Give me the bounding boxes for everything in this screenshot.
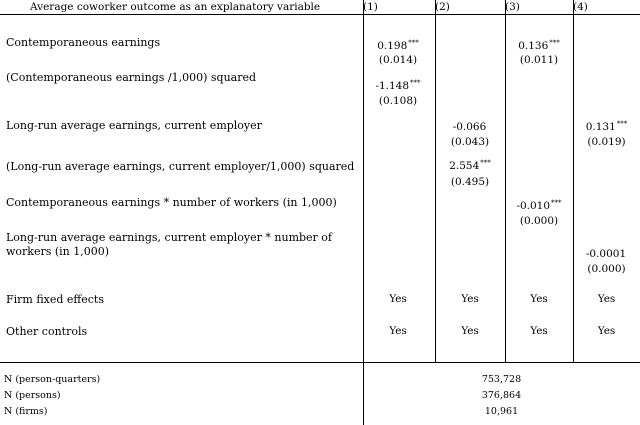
std-error: (0.043) [450,136,490,148]
std-error: (0.011) [519,54,559,66]
std-error: (0.000) [519,215,559,227]
std-error: (0.495) [450,176,490,188]
yes-cell: Yes [389,293,407,305]
n-persons-label: N (persons) [4,390,61,401]
std-error: (0.108) [378,95,418,107]
column-header-2: (2) [435,1,450,13]
n-firms-value: 10,961 [484,406,519,417]
coef-value: -0.010 [516,200,551,212]
coef-value: 0.131 [585,121,616,133]
std-error: (0.019) [587,136,626,148]
coef-cell [363,80,433,92]
coef-value: 0.198 [377,40,408,52]
column-header-3: (3) [505,1,520,13]
coef-value: -0.066 [452,121,487,133]
significance-stars: *** [616,120,628,128]
row-label-contemporaneous-earnings-squared: (Contemporaneous earnings /1,000) squared [6,71,257,84]
coef-cell [505,200,573,212]
header-rule [0,14,640,15]
row-label-firm-fixed-effects: Firm fixed effects [6,293,104,306]
column-header-4: (4) [573,1,588,13]
row-label-long-run-earnings: Long-run average earnings, current employer [6,119,262,132]
coef-cell [435,121,505,133]
significance-stars: *** [480,159,491,167]
coef-cell [505,40,573,52]
coef-cell [363,40,433,52]
yes-cell: Yes [597,293,616,305]
coef-cell [573,248,640,260]
row-label-contemporaneous-earnings: Contemporaneous earnings [6,36,161,49]
significance-stars: *** [408,39,419,47]
coef-value: 2.554 [449,160,480,172]
coef-cell [573,121,640,133]
yes-cell: Yes [461,293,479,305]
n-firms-label: N (firms) [4,406,48,417]
coef-value: -1.148 [375,80,410,92]
coef-value: -0.0001 [585,248,627,260]
column-header-1: (1) [363,1,378,13]
row-label-other-controls: Other controls [6,325,88,338]
row-label-long-run-times-workers: Long-run average earnings, current employer * number of [6,231,333,244]
table-header-title: Average coworker outcome as an explanatory variable [30,1,321,13]
footer-rule [0,362,640,363]
n-person-quarters-value: 753,728 [481,374,522,385]
row-label-long-run-times-workers-cont: workers (in 1,000) [6,245,110,258]
std-error: (0.014) [378,54,418,66]
yes-cell: Yes [461,325,479,337]
coef-cell [435,160,505,172]
yes-cell: Yes [530,325,548,337]
yes-cell: Yes [530,293,548,305]
std-error: (0.000) [587,263,626,275]
column-divider-4 [573,0,574,362]
row-label-earnings-times-workers: Contemporaneous earnings * number of workers (in 1,000) [6,196,337,209]
yes-cell: Yes [597,325,616,337]
yes-cell: Yes [389,325,407,337]
significance-stars: *** [410,79,421,87]
coef-value: 0.136 [518,40,549,52]
row-label-long-run-earnings-squared: (Long-run average earnings, current employer/1,000) squared [6,160,355,173]
n-persons-value: 376,864 [481,390,522,401]
n-person-quarters-label: N (person-quarters) [4,374,101,385]
significance-stars: *** [549,39,560,47]
significance-stars: *** [551,199,562,207]
